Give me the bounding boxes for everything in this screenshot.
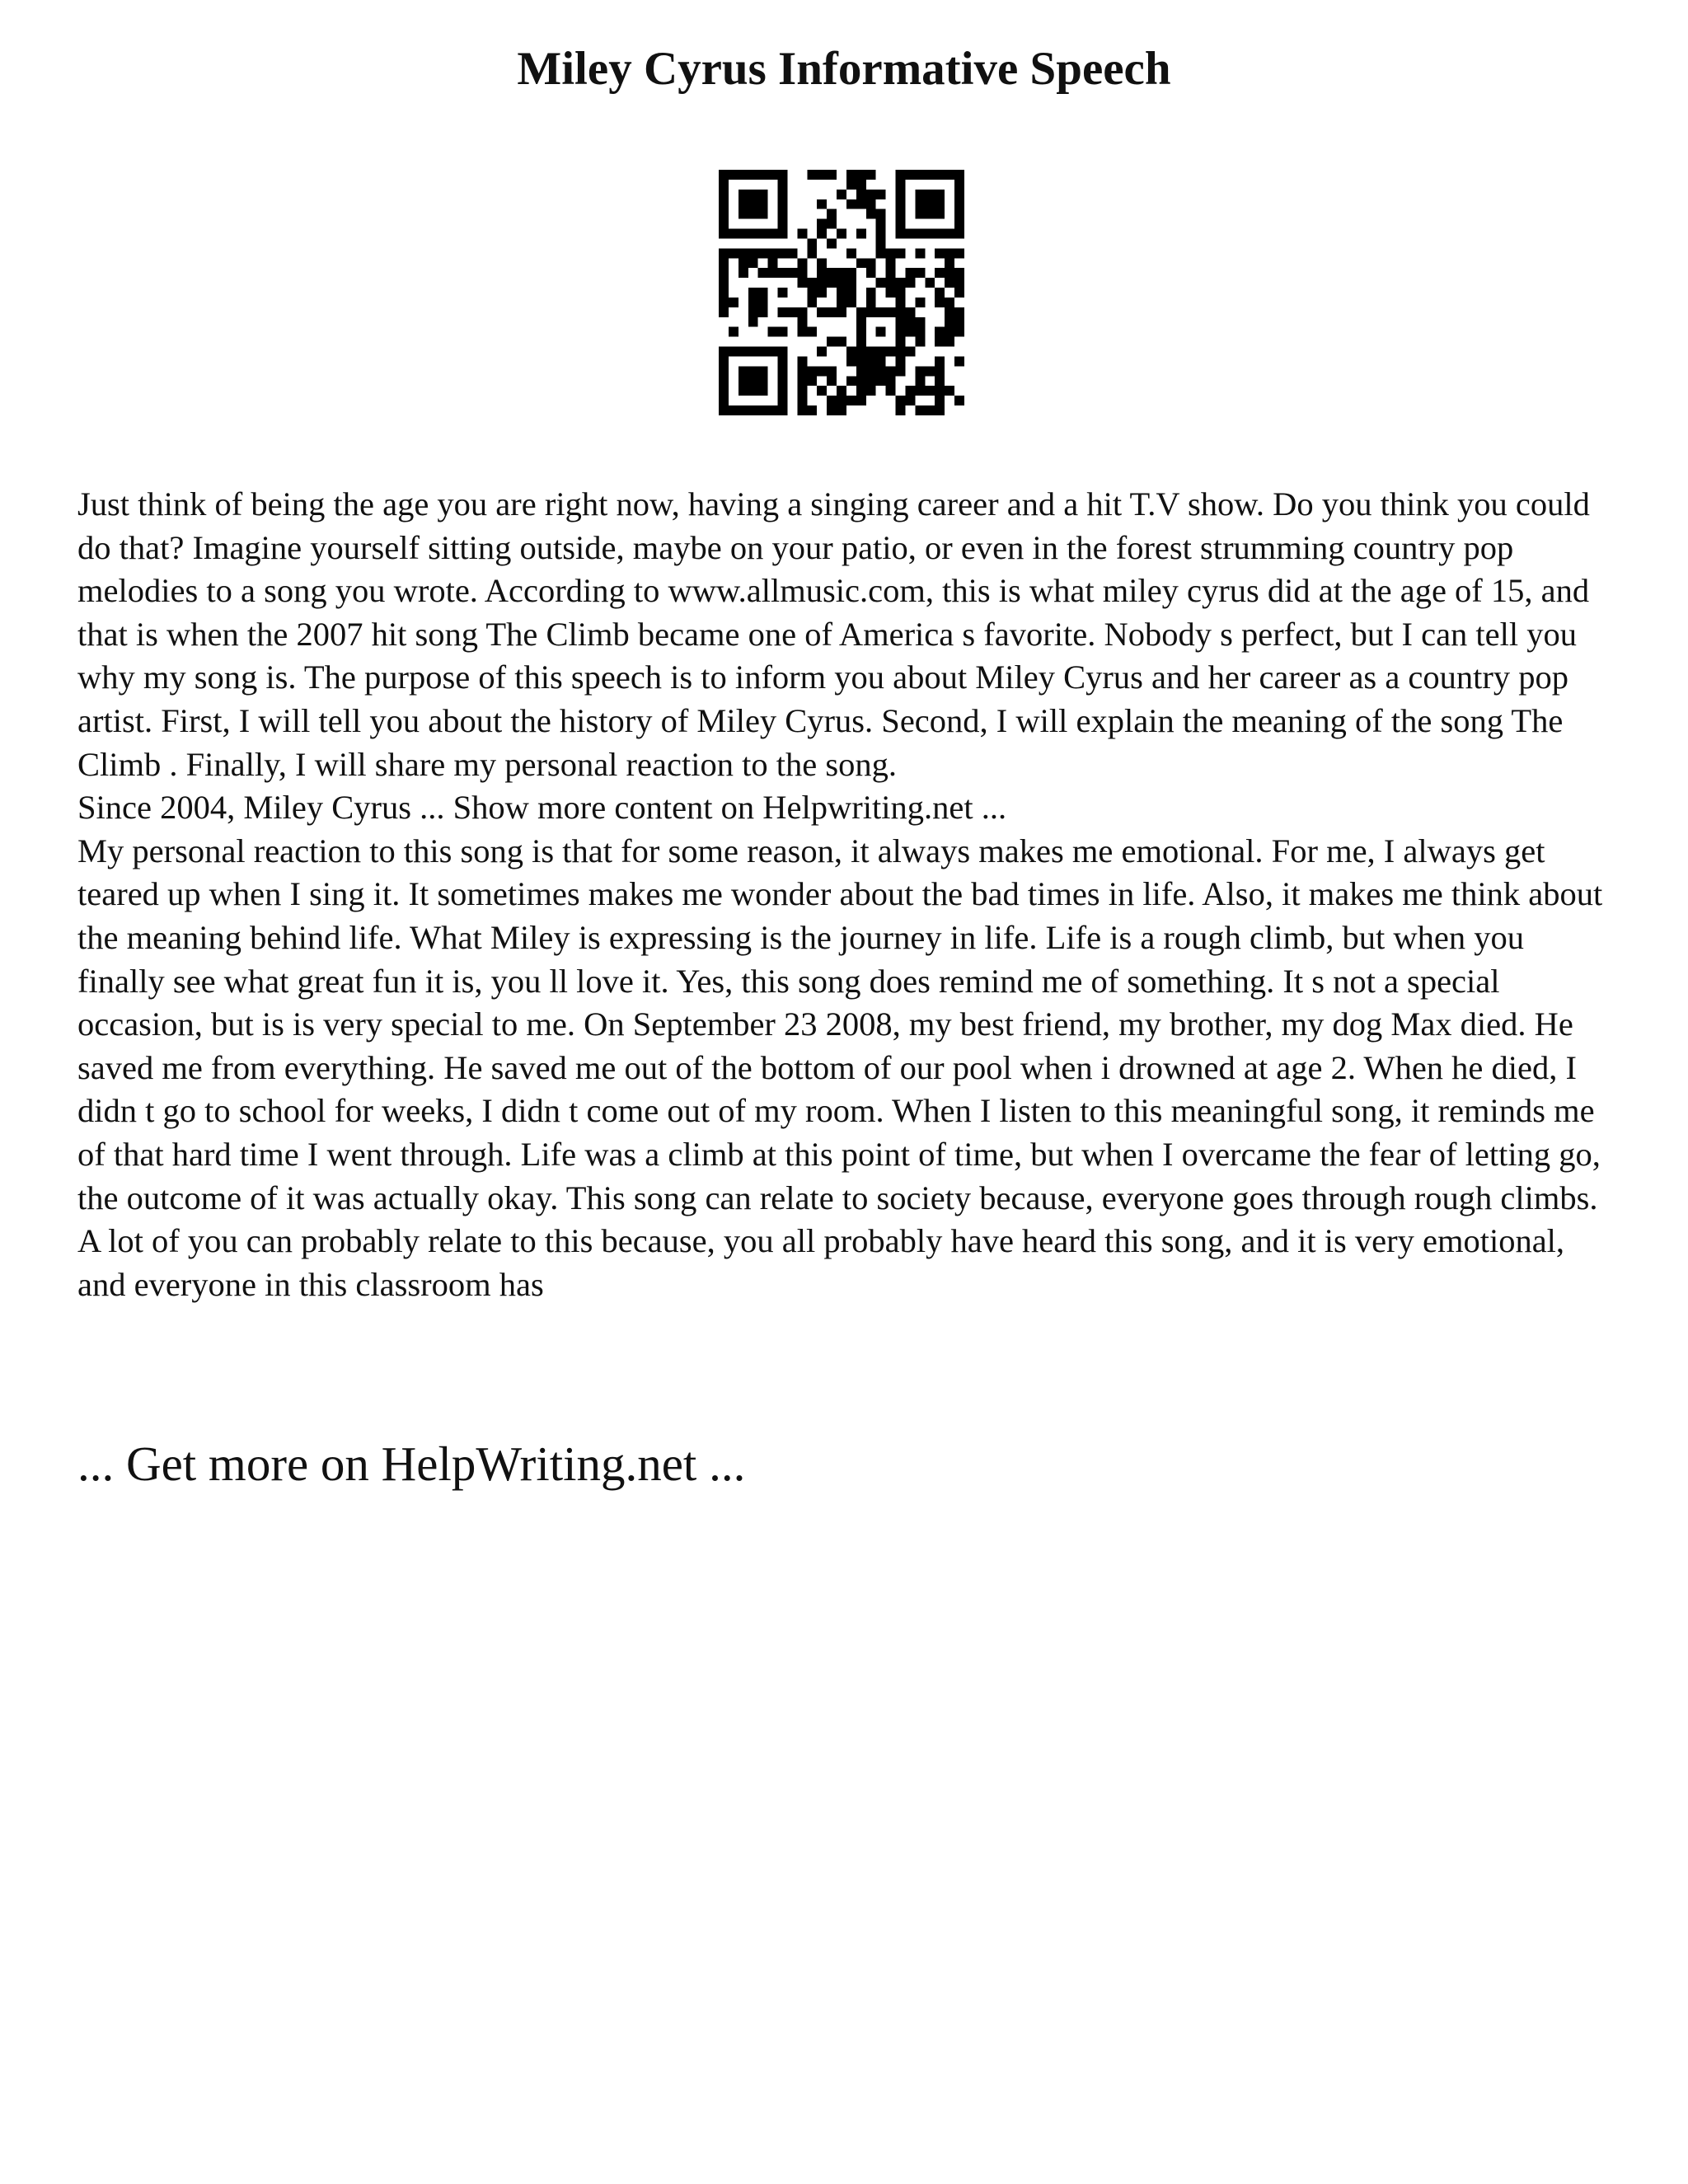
document-body xyxy=(77,483,1619,1306)
qr-code-icon xyxy=(719,170,964,415)
get-more-link[interactable]: ... Get more on HelpWriting.net ... xyxy=(77,1436,746,1491)
paragraph-show-more: Since 2004, Miley Cyrus ... Show more content on Helpwriting.net ... xyxy=(77,789,1007,827)
paragraph-intro: Just think of being the age you are right now, having a singing career and a hit T.V show. Do you think you could do that? Imagine yourself sitting outside, maybe on your patio, or even in the forest strumming country pop melodies to a song you wrote. According to www.allmusic.com, this is what miley cyrus did at the age of 15, and that is when the 2007 hit song The Climb became one of America s favorite. Nobody s perfect, but I can tell you why my song is. The purpose of this speech is to inform you about Miley Cyrus and her career as a country pop artist. First, I will tell you about the history of Miley Cyrus. Second, I will explain the meaning of the song The Climb . Finally, I will share my personal reaction to the song. xyxy=(77,485,1590,783)
document-title: Miley Cyrus Informative Speech xyxy=(517,43,1171,95)
paragraph-personal-reaction: My personal reaction to this song is that for some reason, it always makes me emotional. For me, I always get teared up when I sing it. It sometimes makes me wonder about the bad times in life. Also, it makes me think about the meaning behind life. What Miley is expressing is the journey in life. Life is a rough climb, but when you finally see what great fun it is, you ll love it. Yes, this song does remind me of something. It s not a special occasion, but is is very special to me. On September 23 2008, my best friend, my brother, my dog Max died. He saved me from everything. He saved me out of the bottom of our pool when i drowned at age 2. When he died, I didn t go to school for weeks, I didn t come out of my room. When I listen to this meaningful song, it reminds me of that hard time I went through. Life was a climb at this point of time, but when I overcame the fear of letting go, the outcome of it was actually okay. This song can relate to society because, everyone goes through rough climbs. A lot of you can probably relate to this because, you all probably have heard this song, and it is very emotional, and everyone in this classroom has xyxy=(77,832,1603,1303)
